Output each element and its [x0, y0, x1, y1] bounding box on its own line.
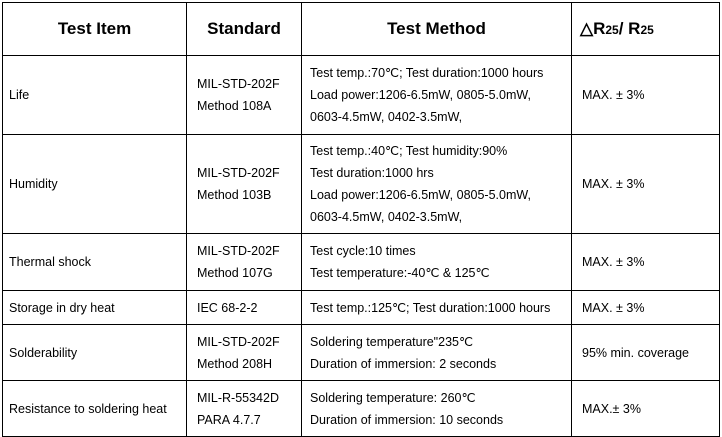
- delta-sub-2: 25: [640, 23, 654, 37]
- method-line: Test cycle:10 times: [310, 244, 416, 258]
- test-item-cell: Thermal shock: [3, 234, 187, 291]
- method-line: Load power:1206-6.5mW, 0805-5.0mW,: [310, 188, 531, 202]
- method-cell: [302, 234, 572, 291]
- result-cell: MAX. ± 3%: [572, 56, 720, 135]
- standard-cell: [187, 56, 302, 135]
- standard-line: Method 208H: [197, 356, 273, 371]
- delta-sub-1: 25: [605, 23, 619, 37]
- delta-symbol: △R: [580, 19, 606, 38]
- method-line: 0603-4.5mW, 0402-3.5mW,: [310, 210, 463, 224]
- table-row: [3, 135, 720, 234]
- result-cell: MAX. ± 3%: [572, 234, 720, 291]
- method-cell: [302, 325, 572, 381]
- test-item-cell: Life: [3, 56, 187, 135]
- standard-cell: [187, 135, 302, 234]
- standard-line: IEC 68-2-2: [197, 300, 258, 315]
- table-row: [3, 381, 720, 437]
- standard-line: Method 108A: [197, 99, 272, 113]
- result-cell: MAX.± 3%: [572, 381, 720, 437]
- standard-line: MIL-STD-202F: [197, 166, 280, 180]
- method-line: Test duration:1000 hrs: [310, 166, 434, 180]
- method-line: Soldering temperature"235℃: [310, 334, 474, 349]
- method-line: Test temp.:70℃; Test duration:1000 hours: [310, 66, 544, 80]
- standard-line: MIL-STD-202F: [197, 77, 280, 91]
- header-delta-r25: [572, 3, 720, 56]
- method-line: Test temp.:40℃; Test humidity:90%: [310, 144, 508, 158]
- header-standard: Standard: [187, 3, 302, 56]
- table-row: [3, 291, 720, 325]
- standard-line: PARA 4.7.7: [197, 412, 261, 427]
- method-line: Test temp.:125℃; Test duration:1000 hours: [310, 300, 551, 315]
- method-line: 0603-4.5mW, 0402-3.5mW,: [310, 110, 463, 124]
- header-test-method: Test Method: [302, 3, 572, 56]
- test-item-cell: Humidity: [3, 135, 187, 234]
- header-test-item: Test Item: [3, 3, 187, 56]
- delta-slash: / R: [618, 19, 641, 38]
- method-cell: [302, 381, 572, 437]
- standard-cell: [187, 325, 302, 381]
- method-line: Test temperature:-40℃ & 125℃: [310, 266, 490, 280]
- test-item-cell: Solderability: [3, 325, 187, 381]
- method-line: Soldering temperature: 260℃: [310, 390, 476, 405]
- standard-line: MIL-STD-202F: [197, 334, 280, 349]
- header-row: [3, 3, 720, 56]
- test-item-cell: Storage in dry heat: [3, 291, 187, 325]
- test-item-cell: Resistance to soldering heat: [3, 381, 187, 437]
- standard-cell: [187, 234, 302, 291]
- standard-line: Method 107G: [197, 266, 273, 280]
- standard-cell: [187, 291, 302, 325]
- method-cell: [302, 291, 572, 325]
- result-cell: 95% min. coverage: [572, 325, 720, 381]
- standard-line: MIL-R-55342D: [197, 390, 279, 405]
- standard-line: MIL-STD-202F: [197, 244, 280, 258]
- method-line: Duration of immersion: 10 seconds: [310, 412, 504, 427]
- method-cell: [302, 56, 572, 135]
- result-cell: MAX. ± 3%: [572, 135, 720, 234]
- method-cell: [302, 135, 572, 234]
- standard-cell: [187, 381, 302, 437]
- test-spec-table: [2, 2, 720, 437]
- standard-line: Method 103B: [197, 188, 272, 202]
- method-line: Load power:1206-6.5mW, 0805-5.0mW,: [310, 88, 531, 102]
- table-row: [3, 234, 720, 291]
- table-row: [3, 325, 720, 381]
- result-cell: MAX. ± 3%: [572, 291, 720, 325]
- table-row: [3, 56, 720, 135]
- method-line: Duration of immersion: 2 seconds: [310, 356, 497, 371]
